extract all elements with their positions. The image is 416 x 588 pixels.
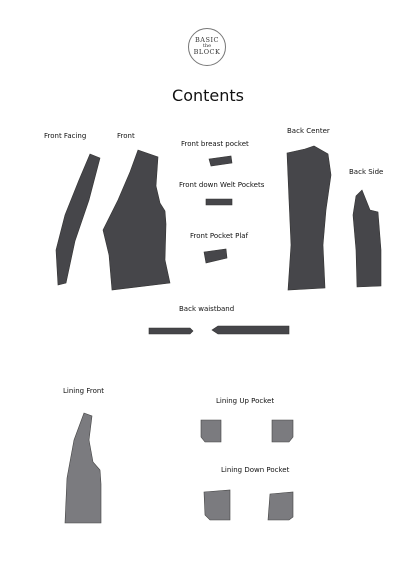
page-title: Contents: [172, 86, 244, 105]
label-back-waistband: Back waistband: [179, 305, 235, 313]
lining-up-pocket-left-piece: [201, 420, 221, 442]
back-waistband-left-piece: [149, 328, 193, 334]
label-back-center: Back Center: [287, 127, 330, 135]
logo-line-1: BASIC: [195, 36, 219, 44]
label-lining-down-pocket: Lining Down Pocket: [221, 466, 290, 474]
label-front-pocket-plaf: Front Pocket Plaf: [190, 232, 249, 240]
label-lining-front: Lining Front: [63, 387, 105, 395]
lining-down-pocket-left-piece: [204, 490, 230, 520]
label-front-down-welt-pockets: Front down Welt Pockets: [179, 181, 265, 189]
front-down-welt-pocket-piece: [206, 199, 232, 205]
lining-front-piece: [65, 413, 101, 523]
back-waistband-right-piece: [212, 326, 289, 334]
lining-down-pocket-right-piece: [268, 492, 293, 520]
label-lining-up-pocket: Lining Up Pocket: [216, 397, 275, 405]
label-front-facing: Front Facing: [44, 132, 87, 140]
label-front: Front: [117, 132, 135, 140]
back-center-piece: [287, 146, 331, 290]
front-piece: [103, 150, 170, 290]
lining-up-pocket-right-piece: [272, 420, 293, 442]
front-breast-pocket-piece: [209, 156, 232, 166]
logo-line-3: BLOCK: [193, 48, 221, 56]
label-front-breast-pocket: Front breast pocket: [181, 140, 249, 148]
front-pocket-plaf-piece: [204, 249, 227, 263]
front-facing-piece: [56, 154, 100, 285]
back-side-piece: [353, 190, 381, 287]
logo-line-2: the: [202, 43, 212, 49]
label-back-side: Back Side: [349, 168, 384, 176]
